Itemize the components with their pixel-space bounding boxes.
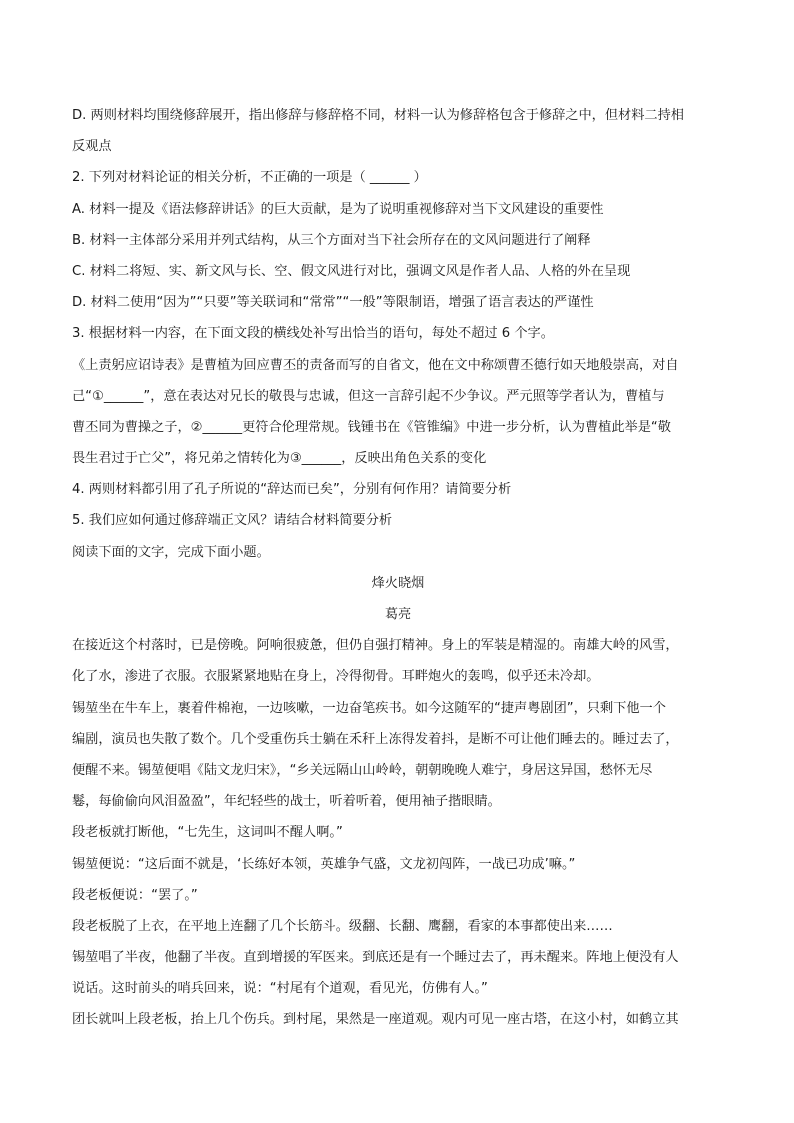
question-5: 5. 我们应如何通过修辞端正文风？请结合材料简要分析	[72, 513, 393, 529]
option-d-continuation: 反观点	[72, 139, 112, 155]
option-c: C. 材料二将短、实、新文风与长、空、假文风进行对比，强调文风是作者人品、人格的外在呈现	[72, 263, 631, 279]
story-paragraph-line: 在接近这个村落时，已是傍晚。阿响很疲惫，但仍自强打精神。身上的军装是精湿的。南雄大岭的风雪，	[72, 638, 679, 654]
reading-instruction: 阅读下面的文字，完成下面小题。	[72, 544, 270, 560]
question-3-passage-line: 己“①______”，意在表达对兄长的敬畏与忠诚，但这一言辞引起不少争议。严元照等学者认为，曹植与	[72, 388, 665, 404]
story-paragraph-line: 段老板脱了上衣，在平地上连翻了几个长筋斗。级翻、长翻、鹰翻，看家的本事都使出来……	[72, 918, 613, 934]
story-paragraph-line: 编剧，演员也失散了数个。几个受重伤兵士躺在禾秆上冻得发着抖，是断不可让他们睡去的。睡过去了，	[72, 731, 679, 747]
option-a: A. 材料一提及《语法修辞讲话》的巨大贡献，是为了说明重视修辞对当下文风建设的重要性	[72, 201, 604, 217]
document-page	[72, 100, 724, 1036]
story-paragraph-line: 锡堃坐在牛车上，裹着件棉袍，一边咳嗽，一边奋笔疾书。如今这随军的“捷声粤剧团”，只剩下他一个	[72, 700, 666, 716]
story-paragraph-line: 说话。这时前头的哨兵回来，说：“村尾有个道观，看见光，仿佛有人。”	[72, 981, 488, 997]
question-3-passage-line: 《上责躬应诏诗表》是曹植为回应曹丕的责备而写的自省文，他在文中称颂曹丕德行如天地般崇高，对自	[72, 357, 679, 373]
story-paragraph-line: 团长就叫上段老板，抬上几个伤兵。到村尾，果然是一座道观。观内可见一座古塔，在这小村，如鹤立其	[72, 1012, 679, 1028]
story-dialogue-line: 段老板就打断他，“七先生，这词叫不醒人啊。”	[72, 825, 343, 841]
question-3-passage-line: 畏生君过于亡父”，将兄弟之情转化为③______，反映出角色关系的变化	[72, 451, 487, 467]
story-dialogue-line: 锡堃便说：“这后面不就是，‘长练好本领，英雄争气盛，文龙初闯阵，一战已功成’嘛。”	[72, 856, 576, 872]
story-paragraph-line: 化了水，渗进了衣服。衣服紧紧地贴在身上，冷得彻骨。耳畔炮火的轰鸣，似乎还未冷却。	[72, 669, 600, 685]
question-2: 2. 下列对材料论证的相关分析，不正确的一项是（ ______ ）	[72, 170, 427, 186]
story-paragraph-line: 鬈，每偷偷向风泪盈盈”，年纪轻些的战士，听着听着，便用袖子揩眼睛。	[72, 794, 501, 810]
story-title: 烽火晓烟	[371, 575, 425, 591]
option-d-line: D. 两则材料均围绕修辞展开，指出修辞与修辞格不同，材料一认为修辞格包含于修辞之中，但材料二持相	[72, 108, 684, 123]
question-4: 4. 两则材料都引用了孔子所说的“辞达而已矣”，分别有何作用？请简要分析	[72, 482, 512, 498]
option-b: B. 材料一主体部分采用并列式结构，从三个方面对当下社会所存在的文风问题进行了阐释	[72, 232, 591, 248]
question-3-passage-line: 曹丕同为曹操之子，②______更符合伦理常规。钱锺书在《管锥编》中进一步分析，认为曹植此举是“敬	[72, 419, 671, 435]
story-dialogue-line: 段老板便说：“罢了。”	[72, 887, 198, 903]
question-3: 3. 根据材料一内容，在下面文段的横线处补写出恰当的语句，每处不超过 6 个字。	[72, 326, 554, 342]
story-author: 葛亮	[384, 607, 412, 622]
option-d: D. 材料二使用“因为”“只要”等关联词和“常常”“一般”等限制语，增强了语言表达的严谨性	[72, 295, 594, 311]
story-paragraph-line: 锡堃唱了半夜，他翻了半夜。直到增援的军医来。到底还是有一个睡过去了，再未醒来。阵地上便没有人	[72, 950, 679, 966]
story-paragraph-line: 便醒不来。锡堃便唱《陆文龙归宋》，“乡关远隔山山岭岭，朝朝晚晚人难宁，身居这异国，愁怀无尽	[72, 762, 653, 778]
